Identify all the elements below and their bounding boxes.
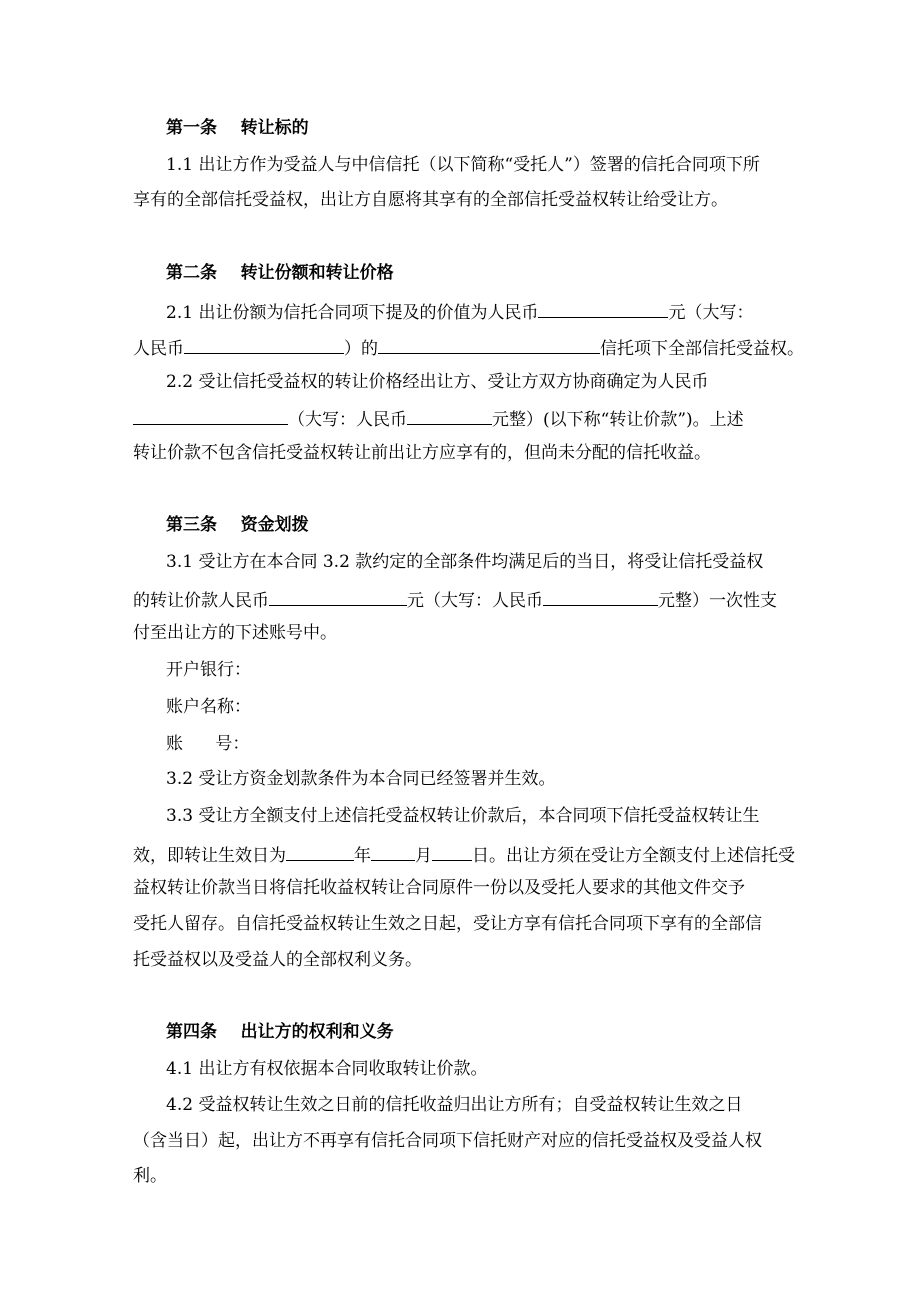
account-name-label: 账户名称： bbox=[166, 697, 251, 717]
clause-3-1-text-d: 元整）一次性支 bbox=[658, 591, 777, 611]
clause-2-2-line-1: 2.2 受让信托受益权的转让价格经出让方、受让方双方协商确定为人民币 bbox=[166, 372, 709, 392]
price-blank[interactable] bbox=[133, 406, 288, 425]
clause-3-1-line-2 bbox=[133, 587, 777, 612]
trust-name-blank[interactable] bbox=[378, 335, 600, 354]
clause-3-3-year: 年 bbox=[354, 846, 371, 866]
clause-2-2-text-b: （大写：人民币 bbox=[288, 410, 407, 430]
clause-3-3-line-3: 益权转让价款当日将信托收益权转让合同原件一份以及受托人要求的其他文件交予 bbox=[133, 878, 745, 898]
clause-2-1-text-b: 元（大写： bbox=[668, 303, 754, 323]
clause-4-2-line-1: 4.2 受益权转让生效之日前的信托收益归出让方所有；自受益权转让生效之日 bbox=[166, 1095, 743, 1115]
clause-1-1-line-1: 1.1 出让方作为受益人与中信信托（以下简称“受托人”）签署的信托合同项下所 bbox=[166, 155, 760, 175]
amount-words-blank[interactable] bbox=[184, 335, 344, 354]
clause-3-3-line-5: 托受益权以及受益人的全部权利义务。 bbox=[133, 950, 422, 970]
clause-3-1-line-1: 3.1 受让方在本合同 3.2 款约定的全部条件均满足后的当日，将受让信托受益权 bbox=[166, 552, 764, 572]
clause-2-1-text-a: 2.1 出让份额为信托合同项下提及的价值为人民币 bbox=[166, 303, 539, 323]
payment-blank[interactable] bbox=[269, 587, 407, 606]
article-3-heading: 第三条 资金划拨 bbox=[166, 515, 309, 535]
clause-2-2-line-3: 转让价款不包含信托受益权转让前出让方应享有的，但尚未分配的信托收益。 bbox=[133, 443, 711, 463]
clause-2-1-text-c: 人民币 bbox=[133, 339, 184, 359]
clause-2-2-line-2 bbox=[133, 406, 744, 431]
clause-2-1-text-d: ）的 bbox=[344, 339, 378, 359]
clause-3-2: 3.2 受让方资金划款条件为本合同已经签署并生效。 bbox=[166, 769, 556, 789]
clause-3-3-month: 月 bbox=[415, 846, 432, 866]
clause-3-1-text-c: 元（大写：人民币 bbox=[407, 591, 543, 611]
clause-3-3-text-b: 效，即转让生效日为 bbox=[133, 846, 286, 866]
price-words-blank[interactable] bbox=[407, 406, 492, 425]
day-blank[interactable] bbox=[432, 842, 472, 861]
clause-3-3-text-c: 日。出让方须在受让方全额支付上述信托受 bbox=[472, 846, 795, 866]
article-2-heading: 第二条 转让份额和转让价格 bbox=[166, 263, 394, 283]
clause-3-3-line-1: 3.3 受让方全额支付上述信托受益权转让价款后，本合同项下信托受益权转让生 bbox=[166, 806, 760, 826]
clause-3-3-line-4: 受托人留存。自信托受益权转让生效之日起，受让方享有信托合同项下享有的全部信 bbox=[133, 914, 762, 934]
payment-words-blank[interactable] bbox=[543, 587, 658, 606]
clause-2-1-line-1 bbox=[166, 299, 753, 324]
clause-2-1-line-2 bbox=[133, 335, 804, 360]
amount-blank[interactable] bbox=[538, 299, 668, 318]
clause-1-1-line-2: 享有的全部信托受益权，出让方自愿将其享有的全部信托受益权转让给受让方。 bbox=[133, 190, 728, 210]
year-blank[interactable] bbox=[286, 842, 354, 861]
clause-4-1: 4.1 出让方有权依据本合同收取转让价款。 bbox=[166, 1059, 488, 1079]
article-1-heading: 第一条 转让标的 bbox=[166, 118, 309, 138]
clause-3-1-line-3: 付至出让方的下述账号中。 bbox=[133, 623, 337, 643]
clause-2-1-text-e: 信托项下全部信托受益权。 bbox=[600, 339, 804, 359]
month-blank[interactable] bbox=[371, 842, 415, 861]
clause-3-3-line-2 bbox=[133, 842, 795, 867]
account-number-label: 账 号： bbox=[166, 734, 250, 754]
clause-4-2-line-3: 利。 bbox=[133, 1166, 167, 1186]
bank-label: 开户银行： bbox=[166, 660, 251, 680]
clause-3-1-text-b: 的转让价款人民币 bbox=[133, 591, 269, 611]
article-4-heading: 第四条 出让方的权利和义务 bbox=[166, 1022, 394, 1042]
clause-4-2-line-2: （含当日）起，出让方不再享有信托合同项下信托财产对应的信托受益权及受益人权 bbox=[133, 1131, 762, 1151]
clause-2-2-text-c: 元整）(以下称“转让价款”)。上述 bbox=[492, 410, 744, 430]
